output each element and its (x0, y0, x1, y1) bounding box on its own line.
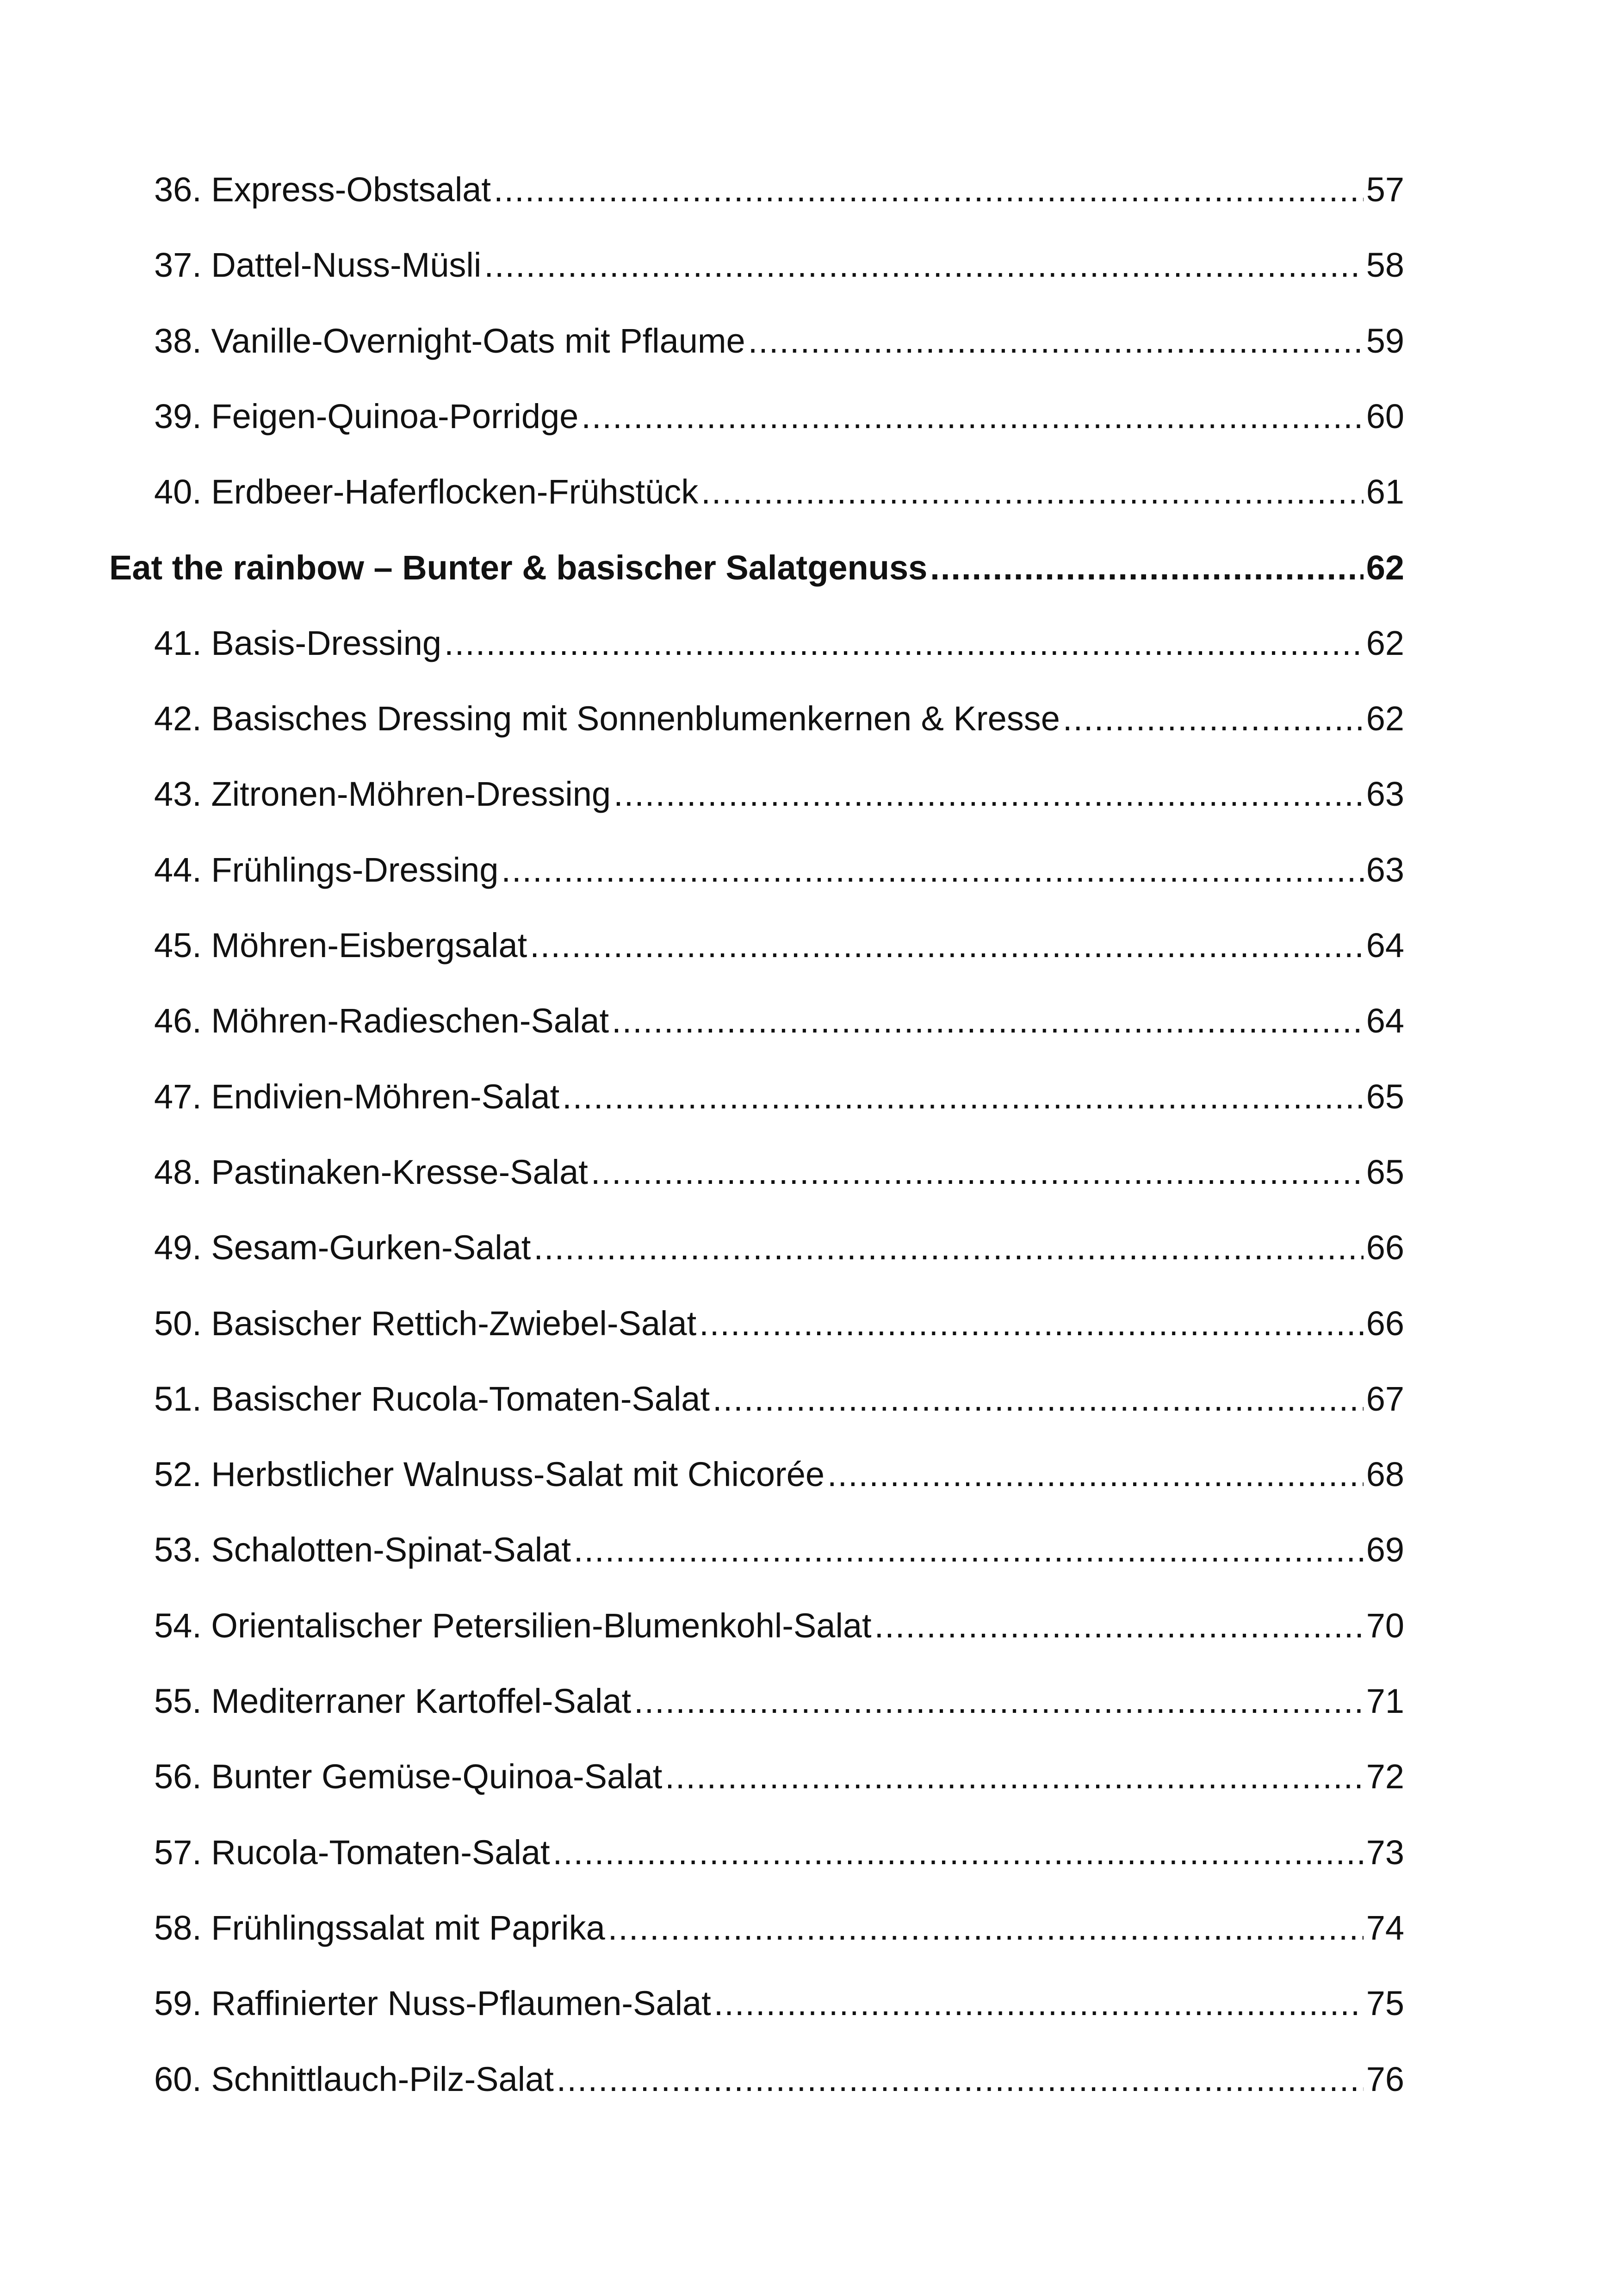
toc-entry-title: 43. Zitronen-Möhren-Dressing (154, 775, 611, 813)
toc-entry-title: 41. Basis-Dressing (154, 624, 442, 662)
toc-dot-leader (699, 1298, 1364, 1349)
toc-page-number: 72 (1366, 1757, 1404, 1796)
toc-dot-leader (557, 2054, 1364, 2105)
toc-dot-leader (444, 618, 1364, 669)
toc-page-number: 65 (1366, 1153, 1404, 1191)
toc-dot-leader (827, 1449, 1364, 1500)
toc-entry-title: 49. Sesam-Gurken-Salat (154, 1228, 531, 1267)
toc-dot-leader (874, 1600, 1364, 1651)
toc-entry[interactable] (154, 1374, 1404, 1425)
toc-page-number: 69 (1366, 1531, 1404, 1569)
toc-entry-title: 44. Frühlings-Dressing (154, 851, 499, 889)
toc-dot-leader (494, 164, 1364, 215)
toc-page-number: 73 (1366, 1833, 1404, 1872)
toc-entry[interactable] (154, 920, 1404, 971)
toc-entry-title: 51. Basischer Rucola-Tomaten-Salat (154, 1380, 710, 1418)
toc-entry[interactable] (154, 769, 1404, 820)
toc-dot-leader (574, 1524, 1364, 1575)
toc-entry[interactable] (154, 1147, 1404, 1198)
toc-page-number: 59 (1366, 322, 1404, 360)
toc-page-number: 57 (1366, 170, 1404, 209)
toc-entry[interactable] (154, 1524, 1404, 1575)
toc-entry-title: 60. Schnittlauch-Pilz-Salat (154, 2060, 554, 2098)
toc-entry-title: Eat the rainbow – Bunter & basischer Salatgenuss (109, 548, 928, 587)
toc-entry[interactable] (154, 1298, 1404, 1349)
toc-entry-title: 50. Basischer Rettich-Zwiebel-Salat (154, 1304, 697, 1343)
toc-page-number: 58 (1366, 246, 1404, 284)
toc-entry[interactable] (154, 467, 1404, 517)
toc-entry-title: 48. Pastinaken-Kresse-Salat (154, 1153, 588, 1191)
toc-dot-leader (714, 1978, 1364, 2029)
toc-entry[interactable] (154, 1449, 1404, 1500)
toc-entry[interactable] (154, 1827, 1404, 1878)
toc-entry-title: 37. Dattel-Nuss-Müsli (154, 246, 482, 284)
toc-entry[interactable] (154, 164, 1404, 215)
toc-entry-title: 39. Feigen-Quinoa-Porridge (154, 397, 579, 436)
toc-page-number: 66 (1366, 1304, 1404, 1343)
toc-entry-title: 58. Frühlingssalat mit Paprika (154, 1909, 605, 1947)
toc-entry[interactable] (154, 845, 1404, 896)
toc-entry-title: 46. Möhren-Radieschen-Salat (154, 1002, 609, 1040)
toc-page-number: 60 (1366, 397, 1404, 436)
toc-page-number: 74 (1366, 1909, 1404, 1947)
toc-entry[interactable] (154, 618, 1404, 669)
toc-entry[interactable] (154, 316, 1404, 367)
toc-page-number: 64 (1366, 1002, 1404, 1040)
toc-entry-title: 47. Endivien-Möhren-Salat (154, 1077, 560, 1116)
toc-dot-leader (484, 240, 1363, 291)
toc-entry-title: 56. Bunter Gemüse-Quinoa-Salat (154, 1757, 663, 1796)
toc-dot-leader (581, 391, 1363, 442)
toc-entry[interactable] (154, 391, 1404, 442)
toc-page-number: 65 (1366, 1077, 1404, 1116)
toc-chapter-heading[interactable] (109, 542, 1404, 593)
toc-dot-leader (665, 1751, 1363, 1802)
toc-entry[interactable] (154, 1903, 1404, 1954)
toc-entry[interactable] (154, 2054, 1404, 2105)
toc-page-number: 70 (1366, 1606, 1404, 1645)
toc-entry-title: 57. Rucola-Tomaten-Salat (154, 1833, 550, 1872)
toc-entry[interactable] (154, 1222, 1404, 1273)
toc-entry[interactable] (154, 240, 1404, 291)
toc-dot-leader (612, 996, 1364, 1046)
toc-page-number: 76 (1366, 2060, 1404, 2098)
toc-page-number: 63 (1366, 851, 1404, 889)
toc-dot-leader (1063, 693, 1364, 744)
toc-entry-title: 38. Vanille-Overnight-Oats mit Pflaume (154, 322, 745, 360)
toc-dot-leader (562, 1071, 1364, 1122)
toc-page-number: 64 (1366, 926, 1404, 964)
toc-dot-leader (634, 1676, 1364, 1727)
toc-dot-leader (501, 845, 1363, 896)
toc-dot-leader (614, 769, 1364, 820)
toc-page-number: 68 (1366, 1455, 1404, 1493)
toc-dot-leader (533, 1222, 1363, 1273)
toc-dot-leader (553, 1827, 1364, 1878)
toc-page-number: 62 (1366, 699, 1404, 738)
toc-entry[interactable] (154, 996, 1404, 1046)
toc-dot-leader (530, 920, 1363, 971)
toc-page-number: 61 (1366, 473, 1404, 511)
toc-entry-title: 59. Raffinierter Nuss-Pflaumen-Salat (154, 1984, 711, 2022)
toc-entry-title: 55. Mediterraner Kartoffel-Salat (154, 1682, 632, 1720)
toc-entry-title: 52. Herbstlicher Walnuss-Salat mit Chicorée (154, 1455, 824, 1493)
toc-entry[interactable] (154, 1071, 1404, 1122)
toc-entry-title: 40. Erdbeer-Haferflocken-Frühstück (154, 473, 699, 511)
toc-entry[interactable] (154, 1600, 1404, 1651)
toc-entry[interactable] (154, 1978, 1404, 2029)
toc-page-number: 71 (1366, 1682, 1404, 1720)
toc-dot-leader (930, 542, 1363, 593)
toc-page-number: 63 (1366, 775, 1404, 813)
toc-dot-leader (713, 1374, 1364, 1425)
toc-dot-leader (608, 1903, 1364, 1954)
toc-entry-title: 54. Orientalischer Petersilien-Blumenkohl-Salat (154, 1606, 872, 1645)
toc-page-number: 67 (1366, 1380, 1404, 1418)
toc-entry-title: 36. Express-Obstsalat (154, 170, 491, 209)
toc-entry[interactable] (154, 1751, 1404, 1802)
toc-dot-leader (748, 316, 1364, 367)
toc-entry[interactable] (154, 1676, 1404, 1727)
toc-entry-title: 42. Basisches Dressing mit Sonnenblumenkernen & Kresse (154, 699, 1060, 738)
toc-entry-title: 53. Schalotten-Spinat-Salat (154, 1531, 571, 1569)
toc-dot-leader (701, 467, 1363, 517)
toc-page-number: 66 (1366, 1228, 1404, 1267)
toc-dot-leader (591, 1147, 1364, 1198)
toc-page-number: 62 (1366, 624, 1404, 662)
toc-entry[interactable] (154, 693, 1404, 744)
toc-entry-title: 45. Möhren-Eisbergsalat (154, 926, 527, 964)
toc-page-number: 75 (1366, 1984, 1404, 2022)
toc-page-number: 62 (1366, 548, 1404, 587)
